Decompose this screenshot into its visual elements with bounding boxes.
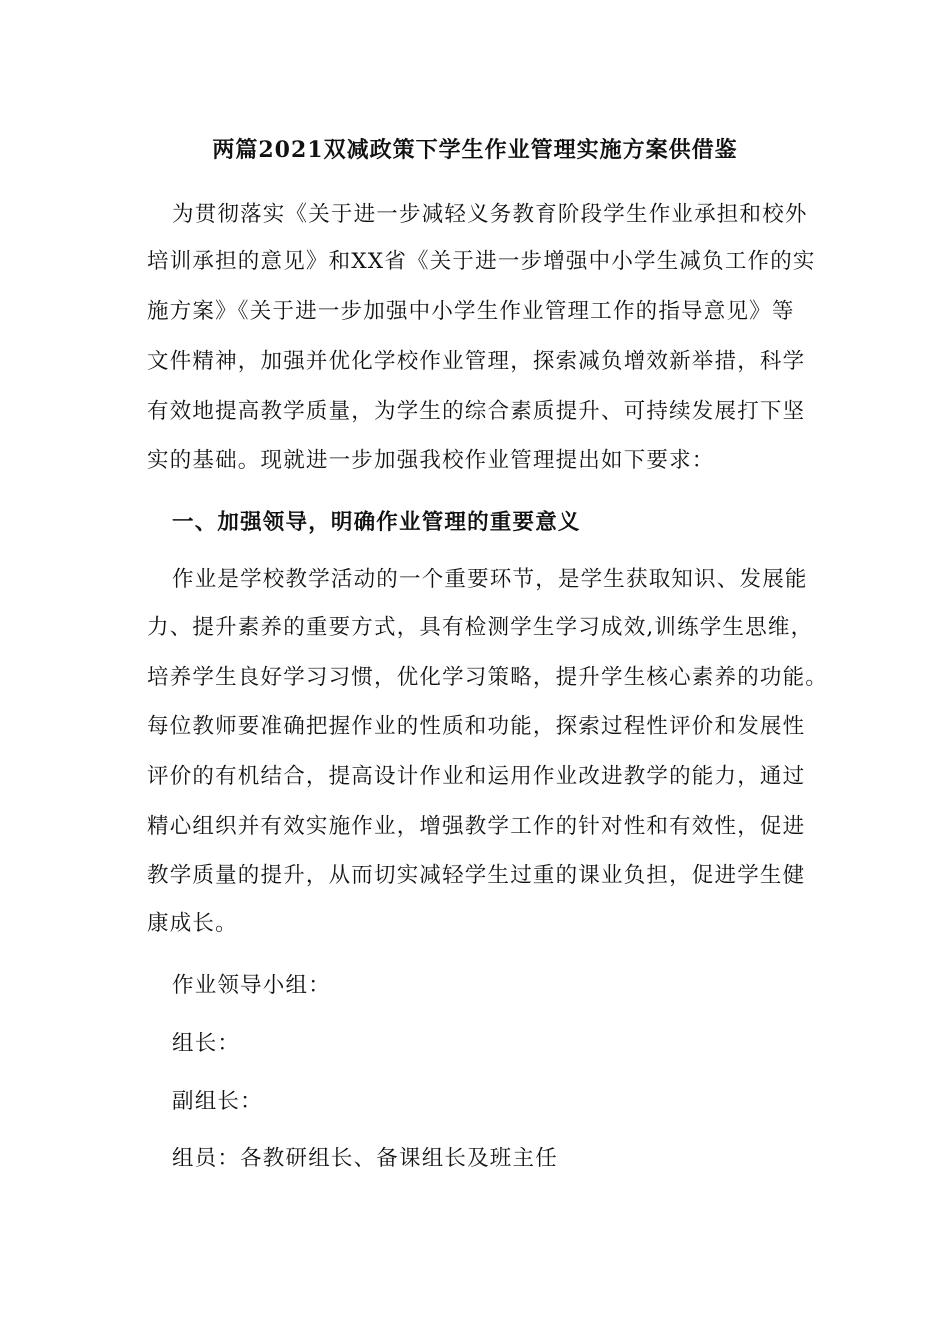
section-1-line-8: 康成长。 (147, 911, 238, 936)
section-1-line-1: 作业是学校教学活动的一个重要环节，是学生获取知识、发展能 (172, 567, 808, 592)
intro-line-1: 为贯彻落实《关于进一步减轻义务教育阶段学生作业承担和校外 (172, 202, 808, 227)
intro-line-5: 有效地提高教学质量，为学生的综合素质提升、可持续发展打下坚 (147, 399, 806, 424)
section-1-line-5: 评价的有机结合，提高设计作业和运用作业改进教学的能力，通过 (147, 764, 806, 789)
members-line: 组员：各教研组长、备课组长及班主任 (172, 1146, 558, 1171)
section-1-line-4: 每位教师要准确把握作业的性质和功能，探索过程性评价和发展性 (147, 714, 806, 739)
intro-line-2: 培训承担的意见》和XX省《关于进一步增强中小学生减负工作的实 (147, 249, 816, 274)
section-1-line-2: 力、提升素养的重要方式，具有检测学生学习成效,训练学生思维， (147, 615, 814, 640)
document-title: 两篇2021双减政策下学生作业管理实施方案供借鉴 (212, 137, 738, 163)
deputy-label: 副组长： (172, 1089, 263, 1114)
section-1-line-7: 教学质量的提升，从而切实减轻学生过重的课业负担，促进学生健 (147, 863, 806, 888)
group-label: 作业领导小组： (172, 973, 331, 998)
intro-line-6: 实的基础。现就进一步加强我校作业管理提出如下要求： (147, 448, 715, 473)
section-1-line-3: 培养学生良好学习习惯，优化学习策略，提升学生核心素养的功能。 (147, 665, 829, 690)
intro-line-4: 文件精神，加强并优化学校作业管理，探索减负增效新举措，科学 (147, 349, 806, 374)
leader-label: 组长： (172, 1031, 241, 1056)
section-1-heading: 一、加强领导，明确作业管理的重要意义 (172, 510, 581, 535)
intro-line-3: 施方案》《关于进一步加强中小学生作业管理工作的指导意见》等 (147, 299, 795, 324)
section-1-line-6: 精心组织并有效实施作业，增强教学工作的针对性和有效性，促进 (147, 814, 806, 839)
